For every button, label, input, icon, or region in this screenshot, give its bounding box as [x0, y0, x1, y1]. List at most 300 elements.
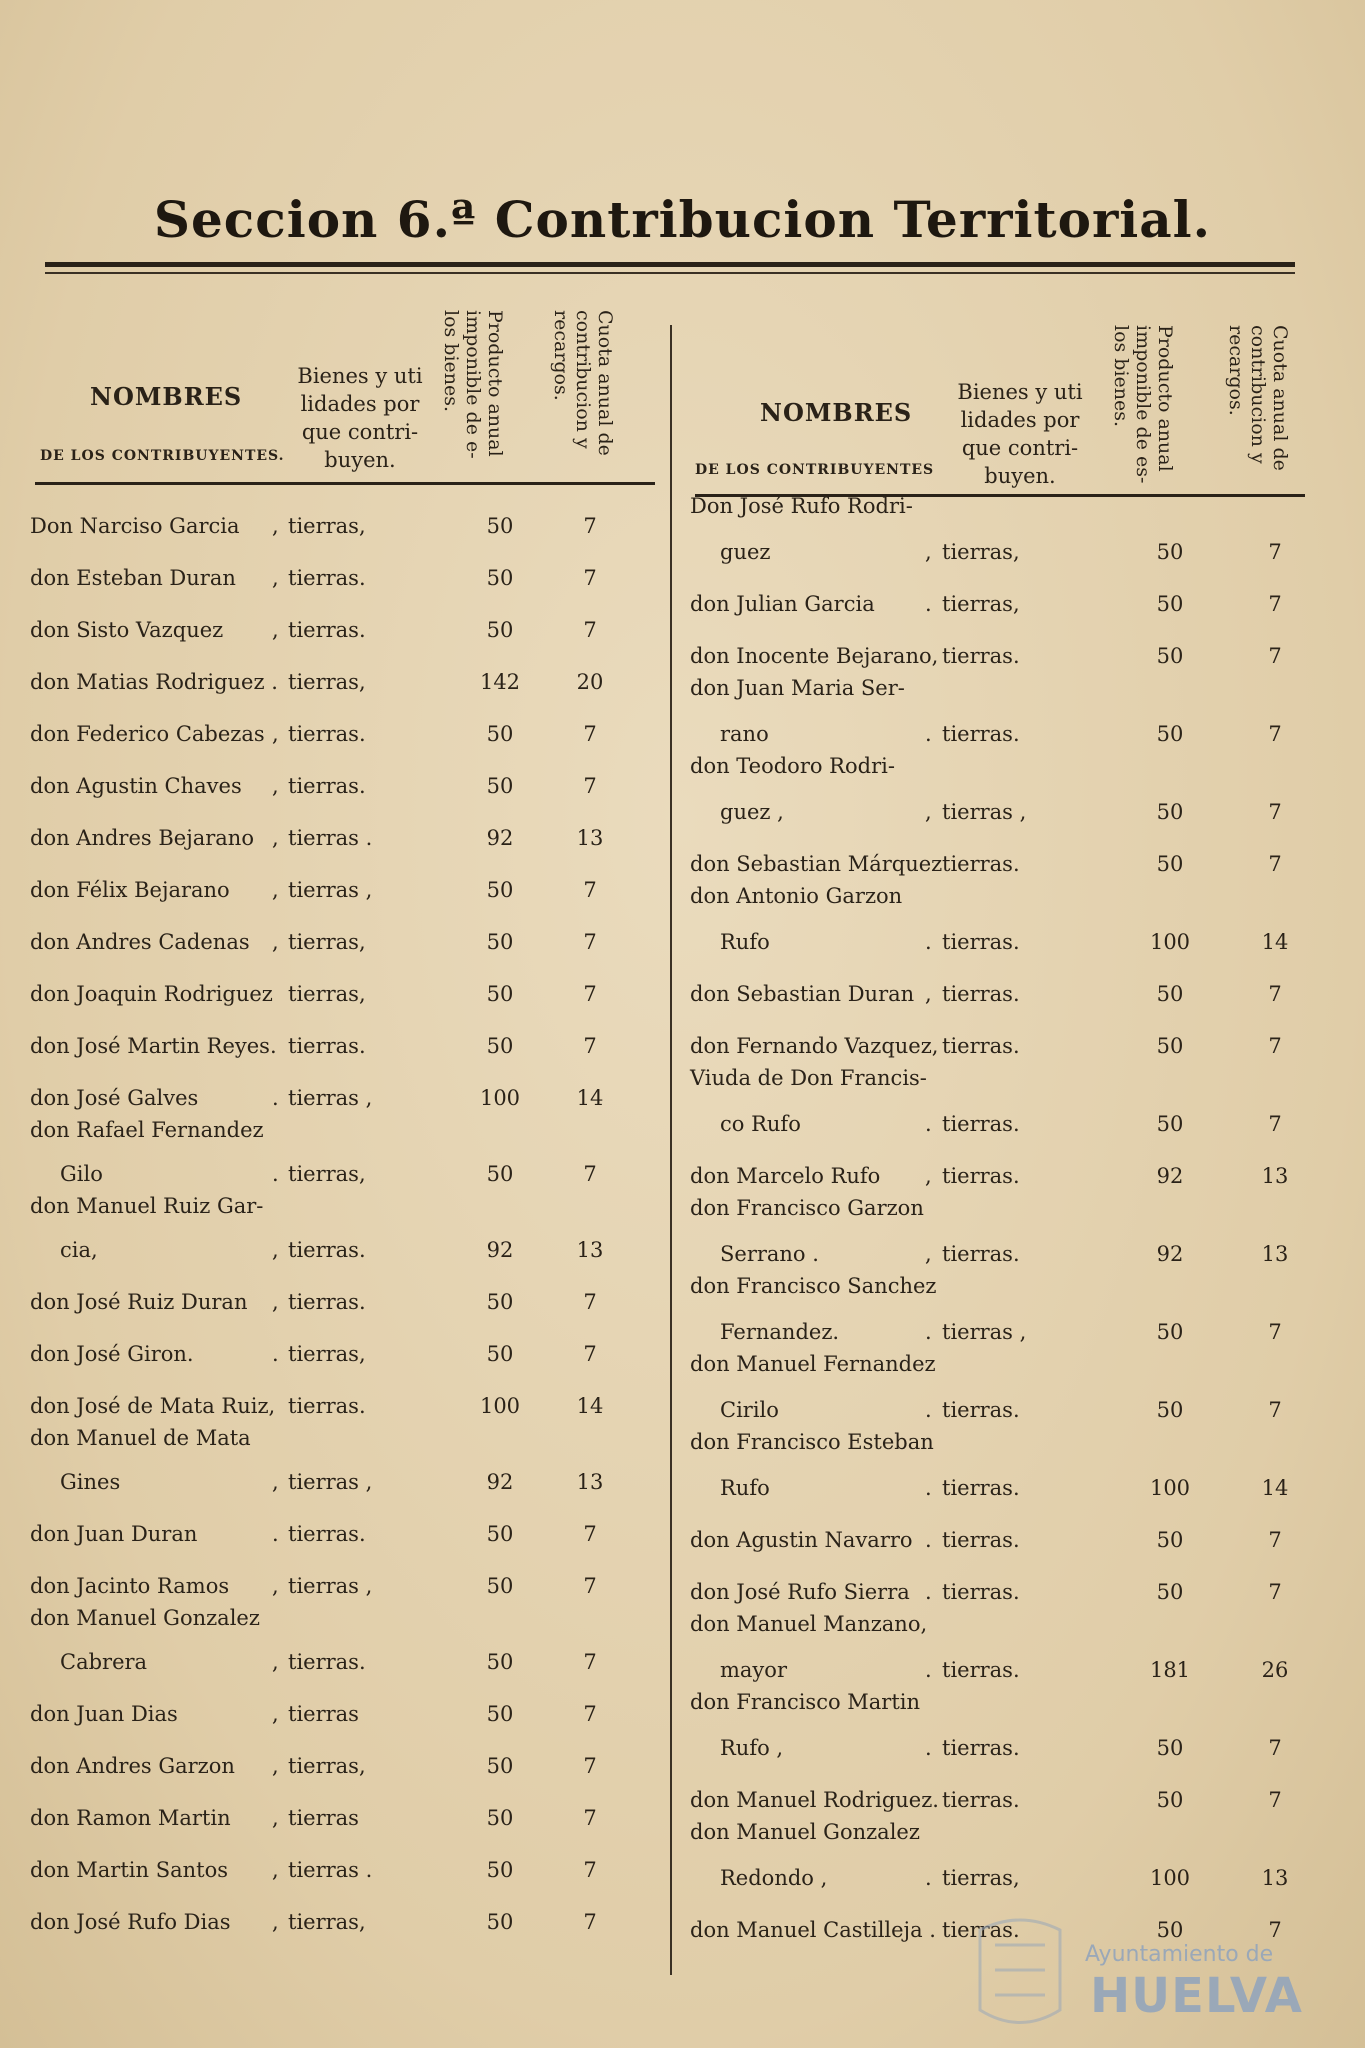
- contributor-name: don Francisco Esteban: [690, 1430, 934, 1454]
- annual-product: 50: [1156, 722, 1184, 746]
- table-row: [680, 1556, 1320, 1608]
- contributor-name: don Rafael Fernandez: [30, 1118, 264, 1142]
- contributor-name: don Joaquin Rodriguez: [30, 982, 273, 1006]
- table-row: [680, 880, 1320, 958]
- contributor-name: don Manuel Gonzalez: [690, 1820, 920, 1844]
- property-type: tierras.: [288, 1290, 366, 1314]
- separator-mark: .: [272, 1086, 279, 1110]
- annual-quota: 7: [1268, 1788, 1282, 1812]
- table-row: [20, 1782, 650, 1834]
- annual-product: 50: [1156, 1788, 1184, 1812]
- separator-mark: ,: [272, 774, 279, 798]
- separator-mark: .: [925, 1658, 932, 1682]
- annual-product: 50: [486, 1650, 514, 1674]
- table-row: [20, 802, 650, 854]
- property-type: tierras ,: [288, 878, 373, 902]
- separator-mark: .: [925, 1476, 932, 1500]
- contributor-name: don Andres Bejarano: [30, 826, 254, 850]
- contributor-name-cont: Gines: [60, 1470, 121, 1494]
- annual-product: 181: [1149, 1658, 1191, 1682]
- property-type: tierras.: [288, 566, 366, 590]
- separator-mark: ,: [272, 566, 279, 590]
- separator-mark: .: [925, 1866, 932, 1890]
- property-type: tierras,: [288, 670, 366, 694]
- table-row: [20, 1730, 650, 1782]
- separator-mark: .: [925, 1112, 932, 1136]
- table-row: [680, 1270, 1320, 1348]
- separator-mark: .: [272, 1342, 279, 1366]
- annual-quota: 7: [583, 1702, 597, 1726]
- contributor-name-cont: Redondo ,: [720, 1866, 828, 1890]
- separator-mark: .: [925, 930, 932, 954]
- title-rule-thin: [45, 272, 1295, 274]
- property-type: tierras.: [942, 1736, 1020, 1760]
- contributor-name-cont: Gilo: [60, 1162, 103, 1186]
- contributor-name: don Jacinto Ramos: [30, 1574, 230, 1598]
- annual-quota: 7: [583, 1650, 597, 1674]
- annual-quota: 7: [583, 1806, 597, 1830]
- table-row: [680, 1816, 1320, 1894]
- annual-product: 92: [486, 1238, 514, 1262]
- annual-product: 92: [1156, 1164, 1184, 1188]
- contributor-name: don Antonio Garzon: [690, 884, 903, 908]
- annual-product: 50: [486, 878, 514, 902]
- annual-quota: 13: [1261, 1164, 1289, 1188]
- property-type: tierras.: [942, 1788, 1020, 1812]
- annual-product: 50: [486, 1806, 514, 1830]
- separator-mark: ,: [272, 1574, 279, 1598]
- annual-quota: 14: [576, 1086, 604, 1110]
- contributor-name-cont: rano: [720, 722, 769, 746]
- property-type: tierras.: [288, 1394, 366, 1418]
- annual-quota: 7: [1268, 1528, 1282, 1552]
- table-row: [680, 1348, 1320, 1426]
- annual-product: 50: [486, 1910, 514, 1934]
- contributor-name: don Manuel Rodriguez.: [690, 1788, 939, 1812]
- annual-quota: 7: [583, 722, 597, 746]
- contributor-name: don Manuel Gonzalez: [30, 1606, 260, 1630]
- table-row: [20, 906, 650, 958]
- annual-quota: 7: [1268, 800, 1282, 824]
- property-type: tierras,: [942, 592, 1020, 616]
- contributor-name: don José Rufo Sierra: [690, 1580, 910, 1604]
- right-table: [680, 300, 1320, 1946]
- separator-mark: ,: [925, 1242, 932, 1266]
- table-row: [680, 1504, 1320, 1556]
- contributor-name: don Fernando Vazquez,: [690, 1034, 939, 1058]
- property-type: tierras: [288, 1702, 359, 1726]
- property-type: tierras.: [942, 1580, 1020, 1604]
- property-type: tierras.: [942, 1398, 1020, 1422]
- table-row: [20, 1114, 650, 1190]
- header-contribuyentes: DE LOS CONTRIBUYENTES.: [40, 448, 285, 464]
- contributor-name: don Andres Garzon: [30, 1754, 235, 1778]
- property-type: tierras,: [288, 1754, 366, 1778]
- contributor-name-cont: mayor: [720, 1658, 787, 1682]
- property-type: tierras.: [942, 852, 1020, 876]
- annual-quota: 7: [1268, 852, 1282, 876]
- contributor-name: Viuda de Don Francis-: [690, 1066, 927, 1090]
- property-type: tierras ,: [942, 800, 1027, 824]
- annual-product: 100: [479, 1086, 521, 1110]
- contributor-name: don Federico Cabezas: [30, 722, 265, 746]
- contributor-name-cont: guez: [720, 540, 771, 564]
- table-row: [680, 750, 1320, 828]
- annual-product: 142: [479, 670, 521, 694]
- annual-quota: 13: [1261, 1242, 1289, 1266]
- annual-quota: 7: [583, 930, 597, 954]
- left-table: [20, 300, 650, 1938]
- annual-product: 50: [1156, 644, 1184, 668]
- table-row: [20, 1190, 650, 1266]
- annual-product: 92: [486, 1470, 514, 1494]
- annual-quota: 7: [1268, 1112, 1282, 1136]
- annual-product: 50: [1156, 1918, 1184, 1942]
- property-type: tierras,: [288, 514, 366, 538]
- header-producto-right: Producto anual imponible de es- los bienes.: [1110, 325, 1176, 484]
- column-divider: [670, 325, 672, 1975]
- contributor-name: don Martin Santos: [30, 1858, 228, 1882]
- property-type: tierras,: [288, 1342, 366, 1366]
- table-row: [20, 1422, 650, 1498]
- separator-mark: .: [925, 1580, 932, 1604]
- property-type: tierras.: [288, 1522, 366, 1546]
- separator-mark: .: [925, 592, 932, 616]
- annual-quota: 7: [583, 1574, 597, 1598]
- contributor-name: don Sebastian Duran: [690, 982, 915, 1006]
- table-row: [20, 1062, 650, 1114]
- contributor-name: don Agustin Chaves: [30, 774, 242, 798]
- header-bienes: Bienes y uti lidades por que contri- buyen.: [297, 364, 423, 472]
- annual-quota: 7: [1268, 1320, 1282, 1344]
- annual-quota: 7: [1268, 644, 1282, 668]
- annual-product: 50: [486, 1162, 514, 1186]
- annual-product: 50: [486, 1702, 514, 1726]
- table-row: [680, 1062, 1320, 1140]
- header-nombres: NOMBRES: [90, 382, 243, 411]
- property-type: tierras,: [288, 930, 366, 954]
- annual-quota: 13: [576, 1470, 604, 1494]
- annual-quota: 7: [583, 1342, 597, 1366]
- contributor-name: don Sebastian Márquez: [690, 852, 943, 876]
- annual-product: 50: [1156, 1528, 1184, 1552]
- table-row: [20, 542, 650, 594]
- left-header: [20, 300, 650, 490]
- header-cuota: Cuota anual de contribucion y recargos.: [550, 310, 616, 456]
- contributor-name: don Inocente Bejarano,: [690, 644, 939, 668]
- property-type: tierras.: [942, 1918, 1020, 1942]
- contributor-name-cont: Cirilo: [720, 1398, 779, 1422]
- annual-product: 50: [1156, 852, 1184, 876]
- annual-product: 50: [486, 774, 514, 798]
- table-row: [680, 1686, 1320, 1764]
- contributor-name: don Esteban Duran: [30, 566, 236, 590]
- property-type: tierras ,: [288, 1086, 373, 1110]
- separator-mark: ,: [272, 1238, 279, 1262]
- table-row: [20, 1834, 650, 1886]
- annual-product: 50: [486, 1034, 514, 1058]
- annual-quota: 13: [1261, 1866, 1289, 1890]
- separator-mark: ,: [272, 1650, 279, 1674]
- table-row: [680, 1764, 1320, 1816]
- contributor-name: don Francisco Sanchez: [690, 1274, 937, 1298]
- annual-quota: 7: [1268, 1034, 1282, 1058]
- annual-quota: 7: [583, 1162, 597, 1186]
- property-type: tierras.: [942, 1112, 1020, 1136]
- annual-product: 50: [486, 514, 514, 538]
- contributor-name: don Sisto Vazquez: [30, 618, 224, 642]
- table-row: [680, 1192, 1320, 1270]
- separator-mark: ,: [925, 1164, 932, 1188]
- property-type: tierras.: [288, 1034, 366, 1058]
- annual-quota: 20: [576, 670, 604, 694]
- separator-mark: ,: [272, 1702, 279, 1726]
- annual-quota: 7: [583, 1290, 597, 1314]
- annual-product: 50: [1156, 1398, 1184, 1422]
- annual-quota: 7: [583, 1754, 597, 1778]
- table-row: [20, 958, 650, 1010]
- contributor-name: don José Galves: [30, 1086, 199, 1110]
- contributor-name: don Julian Garcia: [690, 592, 875, 616]
- annual-quota: 7: [1268, 982, 1282, 1006]
- property-type: tierras,: [942, 540, 1020, 564]
- property-type: tierras.: [288, 1238, 366, 1262]
- table-row: [20, 1266, 650, 1318]
- annual-quota: 7: [1268, 1918, 1282, 1942]
- contributor-name-cont: co Rufo: [720, 1112, 801, 1136]
- separator-mark: .: [925, 1398, 932, 1422]
- annual-product: 92: [486, 826, 514, 850]
- contributor-name: don Ramon Martin: [30, 1806, 231, 1830]
- annual-product: 50: [486, 1290, 514, 1314]
- contributor-name: don Andres Cadenas: [30, 930, 250, 954]
- table-row: [20, 1498, 650, 1550]
- property-type: tierras: [288, 1806, 359, 1830]
- table-row: [20, 646, 650, 698]
- property-type: tierras.: [942, 1164, 1020, 1188]
- separator-mark: .: [925, 1528, 932, 1552]
- contributor-name: don Manuel de Mata: [30, 1426, 251, 1450]
- property-type: tierras.: [942, 722, 1020, 746]
- annual-quota: 7: [583, 1858, 597, 1882]
- contributor-name: don Francisco Garzon: [690, 1196, 924, 1220]
- contributor-name-cont: cia,: [60, 1238, 98, 1262]
- separator-mark: ,: [925, 800, 932, 824]
- separator-mark: ,: [272, 722, 279, 746]
- annual-quota: 7: [583, 878, 597, 902]
- annual-product: 100: [479, 1394, 521, 1418]
- separator-mark: .: [925, 722, 932, 746]
- property-type: tierras .: [288, 826, 373, 850]
- header-nombres-right: NOMBRES: [760, 398, 913, 427]
- separator-mark: ,: [272, 1910, 279, 1934]
- annual-product: 92: [1156, 1242, 1184, 1266]
- header-bienes-right: Bienes y uti lidades por que contri- buyen.: [957, 380, 1083, 488]
- annual-product: 50: [486, 1574, 514, 1598]
- contributor-name: don Matias Rodriguez .: [30, 670, 278, 694]
- annual-product: 100: [1149, 1866, 1191, 1890]
- contributor-name: don Manuel Manzano,: [690, 1612, 928, 1636]
- property-type: tierras ,: [288, 1470, 373, 1494]
- annual-quota: 7: [583, 514, 597, 538]
- annual-product: 50: [1156, 1320, 1184, 1344]
- property-type: tierras.: [942, 1658, 1020, 1682]
- contributor-name: Don Narciso Garcia: [30, 514, 240, 538]
- table-row: [680, 1010, 1320, 1062]
- property-type: tierras,: [288, 1910, 366, 1934]
- annual-product: 50: [486, 930, 514, 954]
- separator-mark: ,: [272, 1806, 279, 1830]
- table-row: [20, 1370, 650, 1422]
- contributor-name: Don José Rufo Rodri-: [690, 494, 913, 518]
- header-producto: Producto anual imponible de e- los bienes.: [440, 310, 506, 459]
- separator-mark: ,: [925, 540, 932, 564]
- separator-mark: ,: [272, 826, 279, 850]
- annual-quota: 7: [583, 1034, 597, 1058]
- annual-quota: 13: [576, 826, 604, 850]
- table-row: [680, 672, 1320, 750]
- table-row: [680, 620, 1320, 672]
- property-type: tierras.: [942, 1034, 1020, 1058]
- contributor-name-cont: Cabrera: [60, 1650, 148, 1674]
- annual-product: 100: [1149, 930, 1191, 954]
- property-type: tierras.: [288, 722, 366, 746]
- annual-quota: 14: [1261, 930, 1289, 954]
- annual-quota: 7: [583, 1910, 597, 1934]
- property-type: tierras ,: [288, 1574, 373, 1598]
- property-type: tierras.: [942, 982, 1020, 1006]
- property-type: tierras.: [942, 644, 1020, 668]
- property-type: tierras,: [942, 1866, 1020, 1890]
- property-type: tierras ,: [942, 1320, 1027, 1344]
- contributor-name: don José Giron.: [30, 1342, 194, 1366]
- table-row: [20, 1886, 650, 1938]
- property-type: tierras.: [942, 930, 1020, 954]
- table-row: [680, 958, 1320, 1010]
- annual-product: 50: [486, 982, 514, 1006]
- annual-quota: 14: [1261, 1476, 1289, 1500]
- table-row: [20, 1010, 650, 1062]
- right-header: [680, 300, 1320, 490]
- table-row: [20, 1550, 650, 1602]
- table-row: [680, 490, 1320, 568]
- table-row: [20, 1678, 650, 1730]
- separator-mark: ,: [272, 878, 279, 902]
- annual-product: 50: [486, 618, 514, 642]
- separator-mark: ,: [272, 1290, 279, 1314]
- contributor-name: don José Rufo Dias: [30, 1910, 231, 1934]
- separator-mark: ,: [272, 1754, 279, 1778]
- annual-product: 50: [1156, 1112, 1184, 1136]
- table-row: [680, 568, 1320, 620]
- annual-quota: 7: [583, 566, 597, 590]
- table-row: [680, 828, 1320, 880]
- title-rule: [45, 262, 1295, 267]
- separator-mark: .: [925, 1320, 932, 1344]
- contributor-name: don Félix Bejarano: [30, 878, 230, 902]
- annual-quota: 7: [1268, 1398, 1282, 1422]
- annual-quota: 7: [1268, 1580, 1282, 1604]
- contributor-name: don Manuel Fernandez: [690, 1352, 936, 1376]
- table-row: [20, 1318, 650, 1370]
- annual-product: 50: [1156, 800, 1184, 824]
- contributor-name: don José Ruiz Duran: [30, 1290, 248, 1314]
- watermark-line1: Ayuntamiento de: [1085, 1942, 1274, 1967]
- annual-quota: 7: [583, 1522, 597, 1546]
- annual-quota: 7: [583, 774, 597, 798]
- property-type: tierras.: [942, 1476, 1020, 1500]
- contributor-name: don José de Mata Ruiz,: [30, 1394, 276, 1418]
- annual-quota: 7: [583, 982, 597, 1006]
- contributor-name-cont: Rufo: [720, 930, 770, 954]
- table-row: [680, 1426, 1320, 1504]
- annual-quota: 13: [576, 1238, 604, 1262]
- watermark-line2: HUELVA: [1090, 1968, 1303, 2024]
- annual-quota: 7: [1268, 722, 1282, 746]
- table-row: [20, 750, 650, 802]
- left-rows: [20, 490, 650, 1938]
- contributor-name: don Teodoro Rodri-: [690, 754, 895, 778]
- property-type: tierras.: [288, 774, 366, 798]
- table-row: [20, 1602, 650, 1678]
- separator-mark: .: [272, 1522, 279, 1546]
- page-title: Seccion 6.ª Contribucion Territorial.: [153, 190, 1212, 249]
- contributor-name: don Agustin Navarro: [690, 1528, 913, 1552]
- annual-quota: 7: [1268, 592, 1282, 616]
- separator-mark: .: [925, 1736, 932, 1760]
- annual-product: 50: [1156, 1580, 1184, 1604]
- contributor-name-cont: guez ,: [720, 800, 784, 824]
- property-type: tierras,: [288, 1162, 366, 1186]
- separator-mark: ,: [272, 930, 279, 954]
- table-row: [680, 1608, 1320, 1686]
- annual-quota: 7: [583, 618, 597, 642]
- contributor-name: don Manuel Ruiz Gar-: [30, 1194, 264, 1218]
- separator-mark: ,: [925, 982, 932, 1006]
- annual-quota: 14: [576, 1394, 604, 1418]
- annual-product: 50: [486, 566, 514, 590]
- annual-product: 50: [1156, 540, 1184, 564]
- contributor-name-cont: Fernandez.: [720, 1320, 840, 1344]
- table-row: [20, 490, 650, 542]
- annual-product: 50: [1156, 1736, 1184, 1760]
- annual-quota: 26: [1261, 1658, 1289, 1682]
- table-row: [20, 698, 650, 750]
- table-row: [20, 594, 650, 646]
- header-contribuyentes-right: DE LOS CONTRIBUYENTES: [695, 462, 935, 478]
- annual-product: 50: [486, 1522, 514, 1546]
- contributor-name: don Francisco Martin: [690, 1690, 921, 1714]
- annual-product: 50: [486, 1754, 514, 1778]
- header-cuota-right: Cuota anual de contribucion y recargos.: [1225, 325, 1291, 471]
- annual-product: 50: [1156, 982, 1184, 1006]
- annual-product: 50: [486, 722, 514, 746]
- property-type: tierras.: [942, 1528, 1020, 1552]
- property-type: tierras.: [942, 1242, 1020, 1266]
- property-type: tierras.: [288, 618, 366, 642]
- separator-mark: ,: [272, 514, 279, 538]
- contributor-name-cont: Rufo: [720, 1476, 770, 1500]
- table-row: [20, 854, 650, 906]
- annual-quota: 7: [1268, 540, 1282, 564]
- contributor-name: don Marcelo Rufo: [690, 1164, 881, 1188]
- separator-mark: .: [272, 1162, 279, 1186]
- annual-product: 50: [486, 1858, 514, 1882]
- annual-product: 100: [1149, 1476, 1191, 1500]
- property-type: tierras .: [288, 1858, 373, 1882]
- annual-product: 50: [1156, 1034, 1184, 1058]
- contributor-name: don Manuel Castilleja .: [690, 1918, 936, 1942]
